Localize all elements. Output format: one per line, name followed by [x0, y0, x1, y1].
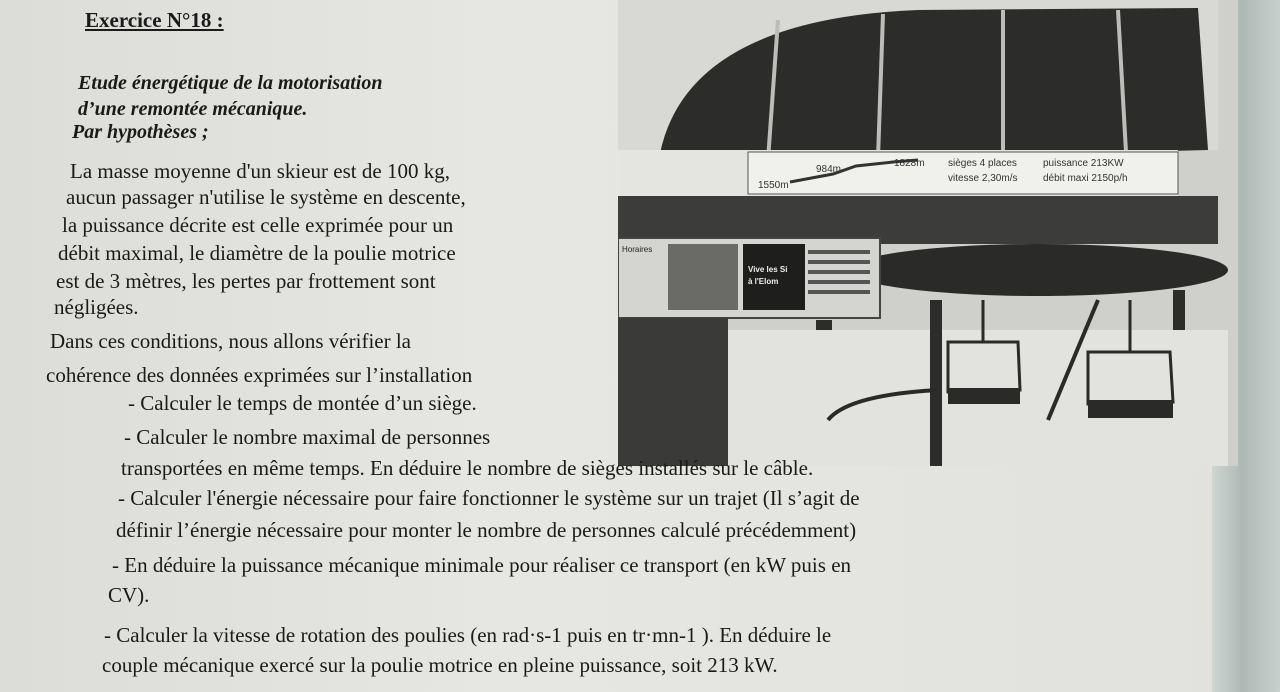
hypotheses-label: Par hypothèses ;: [72, 121, 209, 143]
sign-alt-low: 1550m: [758, 180, 789, 191]
task-line: définir l’énergie nécessaire pour monter le nombre de personnes calculé précédemment): [116, 518, 857, 542]
body-line: cohérence des données exprimées sur l’installation: [46, 363, 473, 387]
chairlift-illustration: [618, 0, 1238, 466]
board-banner-1: Vive les Si: [748, 265, 788, 274]
board-horaires: Horaires: [622, 245, 653, 254]
sign-alt-high: 1828m: [894, 158, 925, 169]
task-line: - Calculer le nombre maximal de personnes: [124, 425, 491, 449]
exercise-subtitle: [78, 70, 382, 122]
sign-seats: sièges 4 places: [948, 158, 1017, 169]
task-line: CV).: [108, 583, 150, 607]
sign-flow: débit maxi 2150p/h: [1043, 173, 1128, 184]
task-line: - Calculer l'énergie nécessaire pour faire fonctionner le système sur un trajet (Il s’agit de: [118, 486, 860, 510]
chairlift-photo: [618, 0, 1238, 466]
body-line: la puissance décrite est celle exprimée pour un: [62, 213, 454, 237]
body-line: La masse moyenne d'un skieur est de 100 kg,: [70, 159, 450, 183]
task-line: couple mécanique exercé sur la poulie motrice en pleine puissance, soit 213 kW.: [102, 653, 778, 677]
board-banner-2: à l'Elom: [748, 277, 779, 286]
task-line: - Calculer la vitesse de rotation des poulies (en rad·s-1 puis en tr·mn-1 ). En déduire le: [104, 623, 832, 647]
task-line: - Calculer le temps de montée d’un siège.: [128, 391, 477, 415]
sign-alt-mid: 984m: [816, 164, 842, 175]
body-line: Dans ces conditions, nous allons vérifier la: [50, 329, 411, 353]
sign-speed: vitesse 2,30m/s: [948, 173, 1018, 184]
task-line: transportées en même temps. En déduire le nombre de sièges installés sur le câble.: [121, 456, 814, 480]
task-line: - En déduire la puissance mécanique minimale pour réaliser ce transport (en kW puis en: [112, 553, 852, 577]
exercise-title: Exercice N°18 :: [85, 8, 224, 32]
sign-power: puissance 213KW: [1043, 158, 1124, 169]
subtitle-line-1: Etude énergétique de la motorisation: [78, 72, 383, 94]
body-line: est de 3 mètres, les pertes par frottement sont: [56, 269, 436, 293]
body-line: négligées.: [54, 295, 139, 319]
subtitle-line-2: d’une remontée mécanique.: [78, 98, 308, 120]
body-line: aucun passager n'utilise le système en descente,: [66, 185, 466, 209]
body-line: débit maximal, le diamètre de la poulie motrice: [58, 241, 456, 265]
